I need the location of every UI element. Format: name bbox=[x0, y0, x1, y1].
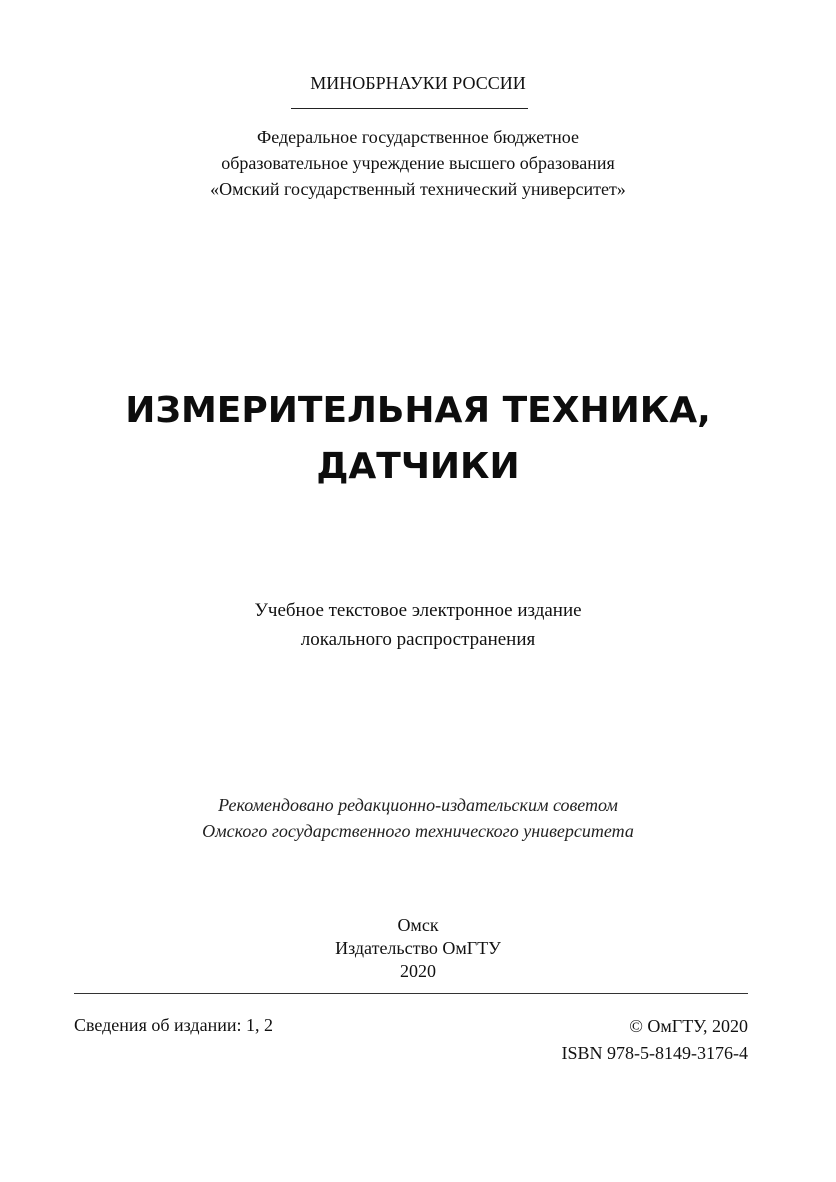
recommendation-line-1: Рекомендовано редакционно-издательским советом bbox=[218, 795, 618, 815]
isbn: ISBN 978-5-8149-3176-4 bbox=[561, 1043, 748, 1063]
university-line-1: Федеральное государственное бюджетное bbox=[257, 127, 579, 147]
recommendation-line-2: Омского государственного технического университета bbox=[202, 821, 634, 841]
book-title-line-2: ДАТЧИКИ bbox=[316, 446, 520, 487]
ministry-text: МИНОБРНАУКИ РОССИИ bbox=[310, 73, 526, 93]
rights-block bbox=[562, 1013, 749, 1067]
ministry-name bbox=[0, 72, 836, 94]
edition-info bbox=[74, 1013, 273, 1037]
edition-type-line-2: локального распространения bbox=[300, 629, 536, 650]
university-line-3: «Омский государственный технический университет» bbox=[210, 179, 626, 199]
imprint-publisher: Издательство ОмГТУ bbox=[335, 938, 501, 958]
edition-type bbox=[0, 596, 836, 654]
book-title-line-1: ИЗМЕРИТЕЛЬНАЯ ТЕХНИКА, bbox=[125, 390, 711, 431]
ministry-divider bbox=[291, 108, 528, 109]
edition-type-line-1: Учебное текстовое электронное издание bbox=[254, 600, 582, 621]
imprint-city: Омск bbox=[397, 915, 439, 935]
university-line-2: образовательное учреждение высшего образования bbox=[221, 153, 615, 173]
footer-divider bbox=[74, 993, 748, 994]
copyright-notice: © ОмГТУ, 2020 bbox=[629, 1016, 748, 1036]
university-name bbox=[0, 124, 836, 202]
book-title bbox=[0, 383, 836, 495]
imprint bbox=[0, 914, 836, 983]
recommendation-note bbox=[0, 792, 836, 844]
imprint-year: 2020 bbox=[400, 961, 436, 981]
edition-info-text: Сведения об издании: 1, 2 bbox=[74, 1015, 273, 1035]
